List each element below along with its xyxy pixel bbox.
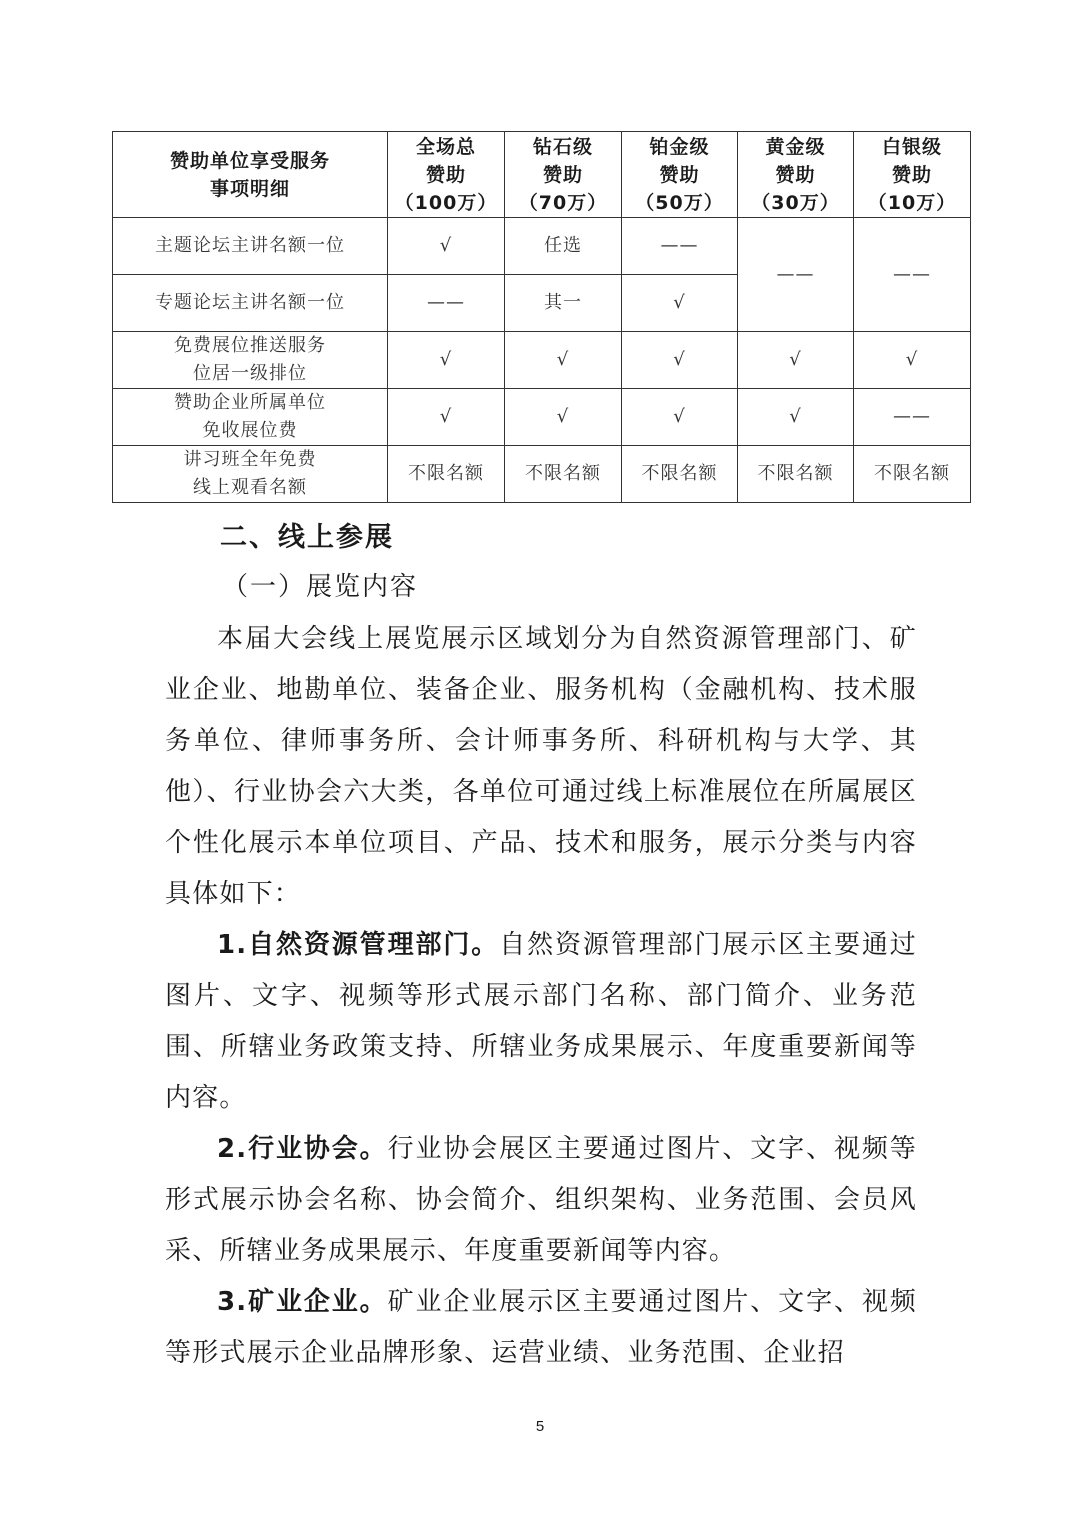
table-cell: —— [854, 389, 971, 446]
table-cell: —— [854, 218, 971, 332]
table-cell: √ [622, 389, 738, 446]
header-platinum-sponsor: 铂金级 赞助 （50万） [622, 132, 738, 218]
list-item [165, 1277, 917, 1379]
table-cell: √ [388, 218, 505, 275]
item-text: 行业协会展区主要通过图片、文字、视频等形式展示协会名称、协会简介、组织架构、业务范围、会员风采、所辖业务成果展示、年度重要新闻等内容。 [165, 1134, 917, 1266]
table-row [113, 218, 971, 275]
table-cell: 不限名额 [505, 446, 622, 503]
list-item [165, 920, 917, 1124]
row-label: 讲习班全年免费 线上观看名额 [113, 446, 388, 503]
subsection-heading: （一）展览内容 [222, 572, 419, 602]
item-lead: 3.矿业企业。 [217, 1287, 388, 1317]
item-text: 自然资源管理部门展示区主要通过图片、文字、视频等形式展示部门名称、部门简介、业务范围、所辖业务政策支持、所辖业务成果展示、年度重要新闻等内容。 [165, 930, 917, 1113]
table-cell: 不限名额 [854, 446, 971, 503]
header-gold-sponsor: 黄金级 赞助 （30万） [738, 132, 854, 218]
table-cell: √ [505, 389, 622, 446]
table-header-row [113, 132, 971, 218]
row-label: 主题论坛主讲名额一位 [113, 218, 388, 275]
header-diamond-sponsor: 钻石级 赞助 （70万） [505, 132, 622, 218]
table-cell: √ [738, 332, 854, 389]
section-heading: 二、线上参展 [220, 522, 394, 553]
table-cell: √ [505, 332, 622, 389]
table-cell: 不限名额 [622, 446, 738, 503]
table-cell: —— [622, 218, 738, 275]
table-cell: 不限名额 [388, 446, 505, 503]
table-cell: 任选 [505, 218, 622, 275]
table-row [113, 332, 971, 389]
table-cell: —— [738, 218, 854, 332]
header-silver-sponsor: 白银级 赞助 （10万） [854, 132, 971, 218]
table-cell: √ [388, 389, 505, 446]
body-text [165, 614, 917, 1379]
item-text: 矿业企业展示区主要通过图片、文字、视频等形式展示企业品牌形象、运营业绩、业务范围、企业招 [165, 1287, 917, 1368]
table-cell: —— [388, 275, 505, 332]
header-overall-sponsor: 全场总 赞助 （100万） [388, 132, 505, 218]
table-row [113, 446, 971, 503]
item-lead: 1.自然资源管理部门。 [217, 930, 500, 960]
table-cell: 其一 [505, 275, 622, 332]
table-cell: √ [854, 332, 971, 389]
row-label: 专题论坛主讲名额一位 [113, 275, 388, 332]
table-cell: √ [622, 332, 738, 389]
row-label: 免费展位推送服务 位居一级排位 [113, 332, 388, 389]
intro-paragraph: 本届大会线上展览展示区域划分为自然资源管理部门、矿业企业、地勘单位、装备企业、服务机构（金融机构、技术服务单位、律师事务所、会计师事务所、科研机构与大学、其他）、行业协会六大类，各单位可通过线上标准展位在所属展区个性化展示本单位项目、产品、技术和服务，展示分类与内容具体如下： [165, 624, 917, 909]
table-row [113, 389, 971, 446]
item-lead: 2.行业协会。 [217, 1134, 388, 1164]
row-label: 赞助企业所属单位 免收展位费 [113, 389, 388, 446]
table-cell: √ [738, 389, 854, 446]
page-number: 5 [535, 1418, 545, 1435]
table-cell: √ [622, 275, 738, 332]
table-cell: 不限名额 [738, 446, 854, 503]
sponsorship-table [112, 131, 971, 503]
list-item [165, 1124, 917, 1277]
table-cell: √ [388, 332, 505, 389]
header-service-items: 赞助单位享受服务 事项明细 [113, 132, 388, 218]
